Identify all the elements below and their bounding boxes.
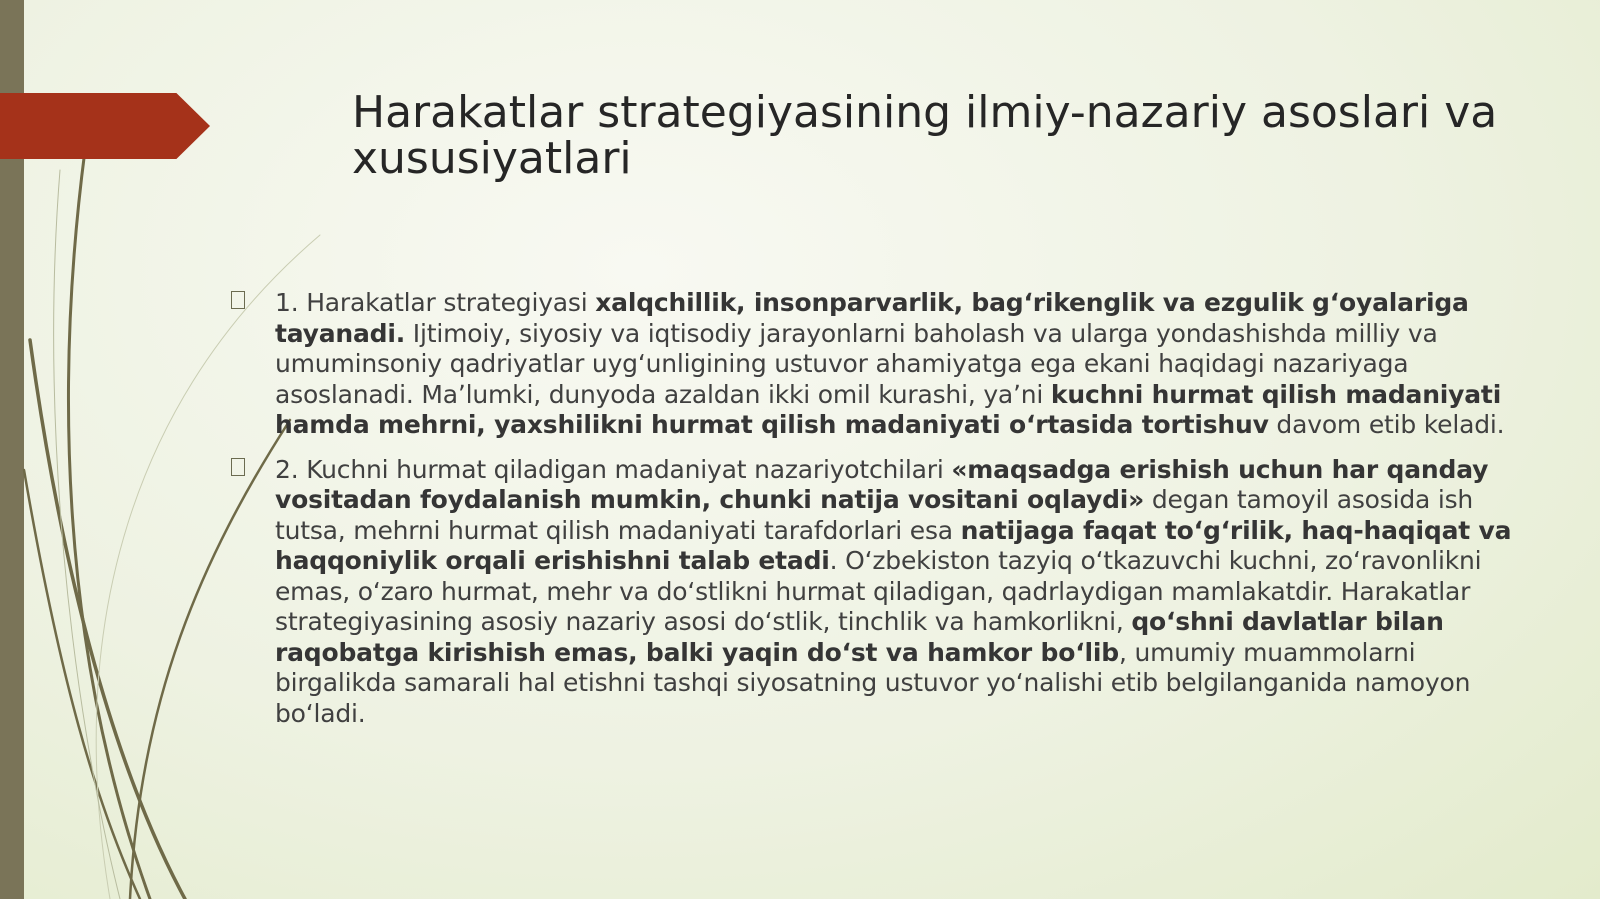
bullet-bold-text: qoʻshni davlatlar bilan raqobatga kirishish emas, balki yaqin doʻst va hamkor boʻlib: [275, 607, 1444, 667]
decor-curve: [69, 150, 150, 899]
slide-title: Harakatlar strategiyasining ilmiy-nazariy asoslari va xususiyatlari: [352, 87, 1498, 184]
decor-curve: [24, 470, 140, 899]
bullet-text: davom etib keladi.: [1268, 410, 1505, 439]
slide-body: [275, 288, 1515, 743]
bullet-glyph-icon: [231, 291, 245, 309]
bullet-bold-text: kuchni hurmat qilish madaniyati hamda mehrni, yaxshilikni hurmat qilish madaniyati oʻrtasida tortishuv: [275, 379, 1502, 439]
bullet-text: , umumiy muammolarni birgalikda samarali hal etishni tashqi siyosatning ustuvor yoʻnalishi etib belgilanganida namoyon boʻladi.: [275, 637, 1471, 728]
bullet-bold-text: natijaga faqat toʻgʻrilik, haq-haqiqat va haqqoniylik orqali erishishni talab etadi: [275, 515, 1512, 575]
bullet-glyph-icon: [231, 458, 245, 476]
bullet-item: [275, 455, 1515, 730]
decor-curve: [130, 420, 290, 899]
bullet-bold-text: «maqsadga erishish uchun har qanday vositadan foydalanish mumkin, chunki natija vositani oqlaydi»: [275, 454, 1489, 514]
bullet-text: 1. Harakatlar strategiyasi: [275, 288, 596, 317]
bullet-bold-text: xalqchillik, insonparvarlik, bagʻrikenglik va ezgulik gʻoyalariga tayanadi.: [275, 288, 1469, 348]
bullet-text: Ijtimoiy, siyosiy va iqtisodiy jarayonlarni baholash va ularga yondashishda milliy va umuminsoniy qadriyatlar uygʻunligining ustuvor ahamiyatga ega ekani haqidagi nazariyaga asoslanadi. Maʼlumki, dunyoda azaldan ikki omil kurashi, yaʼni: [275, 318, 1438, 409]
bullet-text: degan tamoyil asosida ish tutsa, mehrni hurmat qilish madaniyati tarafdorlari esa: [275, 485, 1474, 545]
bullet-text: . Oʻzbekiston tazyiq oʻtkazuvchi kuchni, zoʻravonlikni emas, oʻzaro hurmat, mehr va doʻstlikni hurmat qiladigan, qadrlaydigan mamlakatdir. Harakatlar strategiyasining asosiy nazariy asosi doʻstlik, tinchlik va hamkorlikni,: [275, 546, 1482, 636]
bullet-text: 2. Kuchni hurmat qiladigan madaniyat nazariyotchilari: [275, 454, 952, 484]
bullet-item: [275, 288, 1515, 441]
title-accent-arrow: [0, 93, 210, 159]
